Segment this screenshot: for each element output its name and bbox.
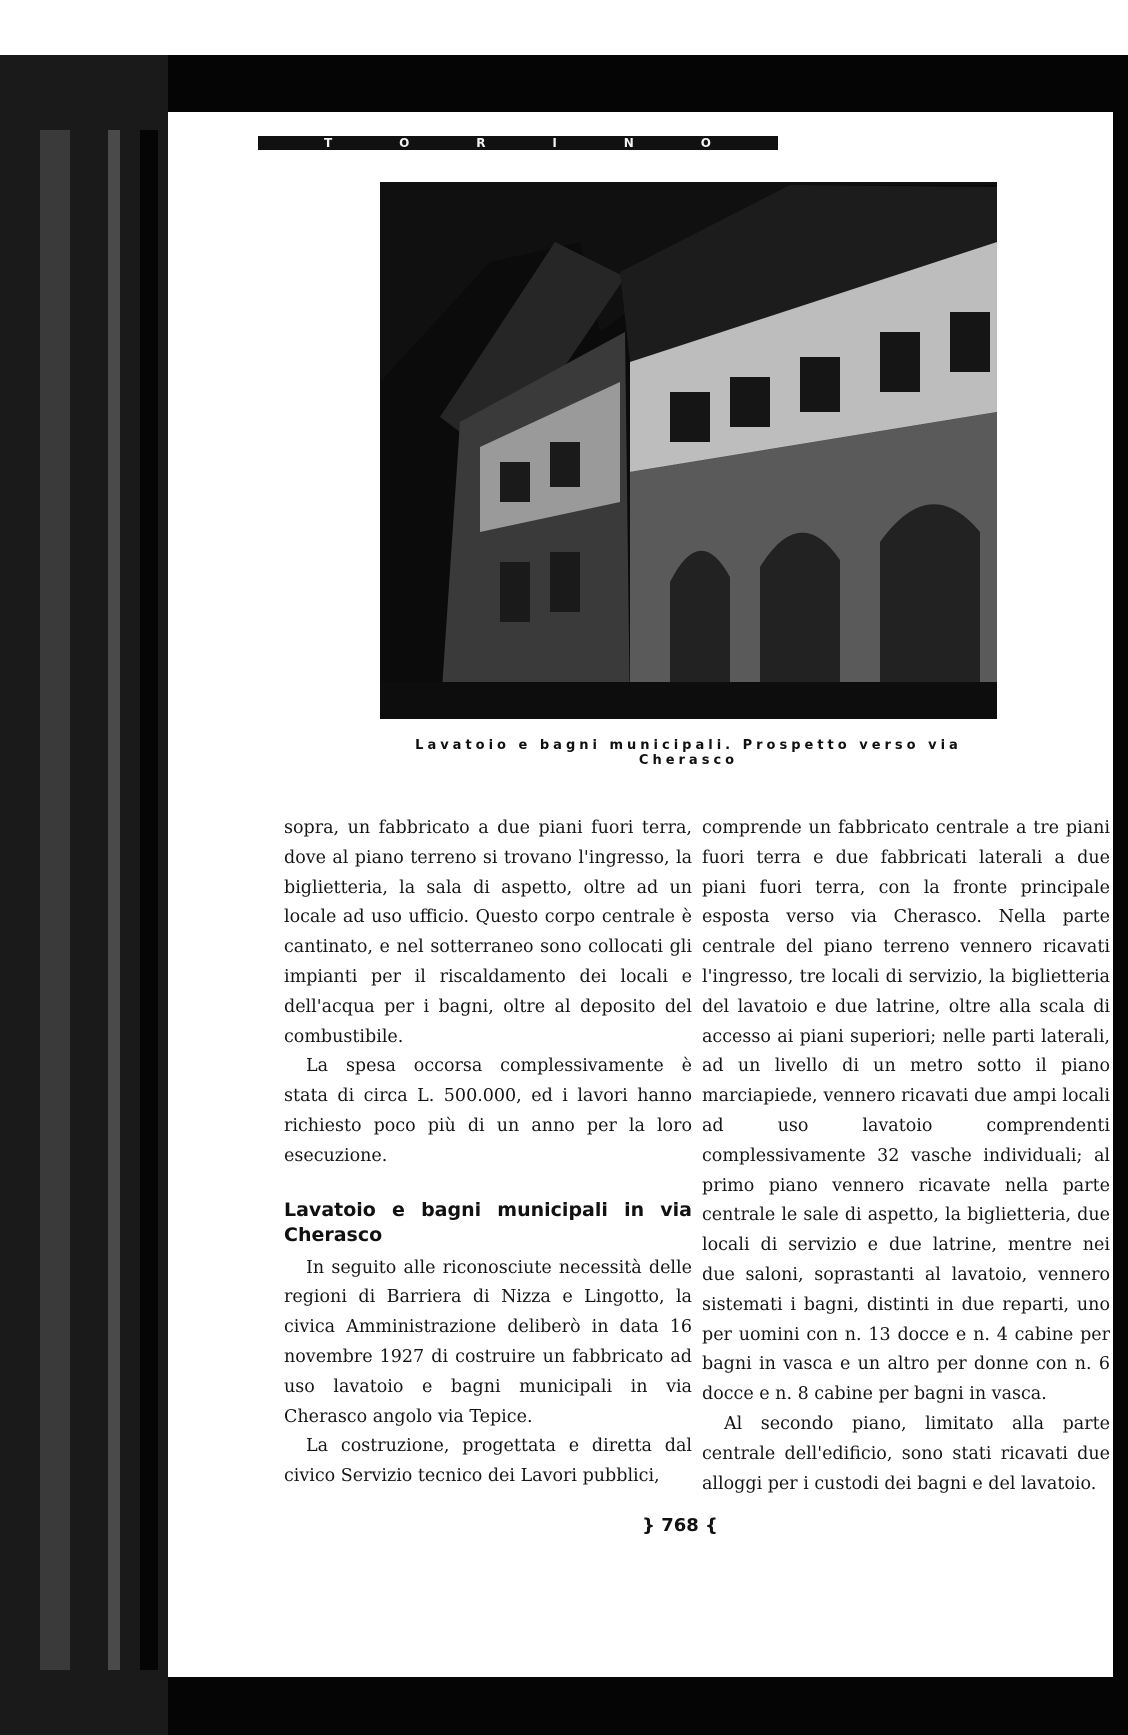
header-letter: I xyxy=(552,136,558,150)
paragraph: La spesa occorsa complessivamente è stata di circa L. 500.000, ed i lavori hanno richiesto poco più di un anno per la loro esecuzione. xyxy=(284,1056,692,1166)
page-number: } 768 { xyxy=(642,1515,718,1536)
left-column xyxy=(284,814,692,1492)
header-letter: T xyxy=(323,136,334,150)
scan-top-border xyxy=(0,55,1128,112)
header-letter: O xyxy=(399,136,411,150)
scan-spine-stripe xyxy=(108,130,120,1670)
scan-right-edge xyxy=(1113,55,1128,1735)
scan-bottom-border xyxy=(0,1677,1128,1735)
scan-spine-stripe xyxy=(140,130,158,1670)
paragraph: Al secondo piano, limitato alla parte centrale dell'edificio, sono stati ricavati due alloggi per i custodi dei bagni e del lavatoio. xyxy=(702,1413,1110,1494)
section-heading: Lavatoio e bagni municipali in via Cherasco xyxy=(284,1198,692,1246)
photo-caption: Lavatoio e bagni municipali. Prospetto verso via Cherasco xyxy=(415,738,962,768)
header-letter: N xyxy=(623,136,635,150)
paragraph: In seguito alle riconosciute necessità delle regioni di Barriera di Nizza e Lingotto, la civica Amministrazione deliberò in data 16 novembre 1927 di costruire un fabbricato ad uso lavatoio e bagni municipali in via Cherasco angolo via Tepice. xyxy=(284,1257,692,1427)
running-header xyxy=(258,136,778,150)
paragraph: sopra, un fabbricato a due piani fuori terra, dove al piano terreno si trovano l'ingresso, la biglietteria, la sala di aspetto, oltre ad un locale ad uso ufficio. Questo corpo centrale è cantinato, e nel sotterraneo sono collocati gli impianti per il riscaldamento dei locali e dell'acqua per i bagni, oltre al deposito del combustibile. xyxy=(284,818,692,1047)
building-illustration xyxy=(380,182,997,719)
right-column xyxy=(702,814,1110,1499)
header-letter: O xyxy=(700,136,712,150)
building-photo xyxy=(380,182,997,719)
paragraph: comprende un fabbricato centrale a tre piani fuori terra e due fabbricati laterali a due piani fuori terra, con la fronte principale esposta verso via Cherasco. Nella parte centrale del piano terreno vennero ricavati l'ingresso, tre locali di servizio, la biglietteria del lavatoio e due latrine, oltre alla scala di accesso ai piani superiori; nelle parti laterali, ad un livello di un metro sotto il piano marciapiede, vennero ricavati due ampi locali ad uso lavatoio comprendenti complessivamente 32 vasche individuali; al primo piano vennero ricavate nella parte centrale le sale di aspetto, la biglietteria, due locali di servizio e due latrine, mentre nei due saloni, soprastanti al lavatoio, vennero sistemati i bagni, distinti in due reparti, uno per uomini con n. 13 docce e n. 4 cabine per bagni in vasca e un altro per donne con n. 6 docce e n. 8 cabine per bagni in vasca. xyxy=(702,818,1110,1405)
header-letter: R xyxy=(476,136,487,150)
paragraph: La costruzione, progettata e diretta dal civico Servizio tecnico dei Lavori pubblici, xyxy=(284,1436,692,1487)
scan-spine-stripe xyxy=(40,130,70,1670)
